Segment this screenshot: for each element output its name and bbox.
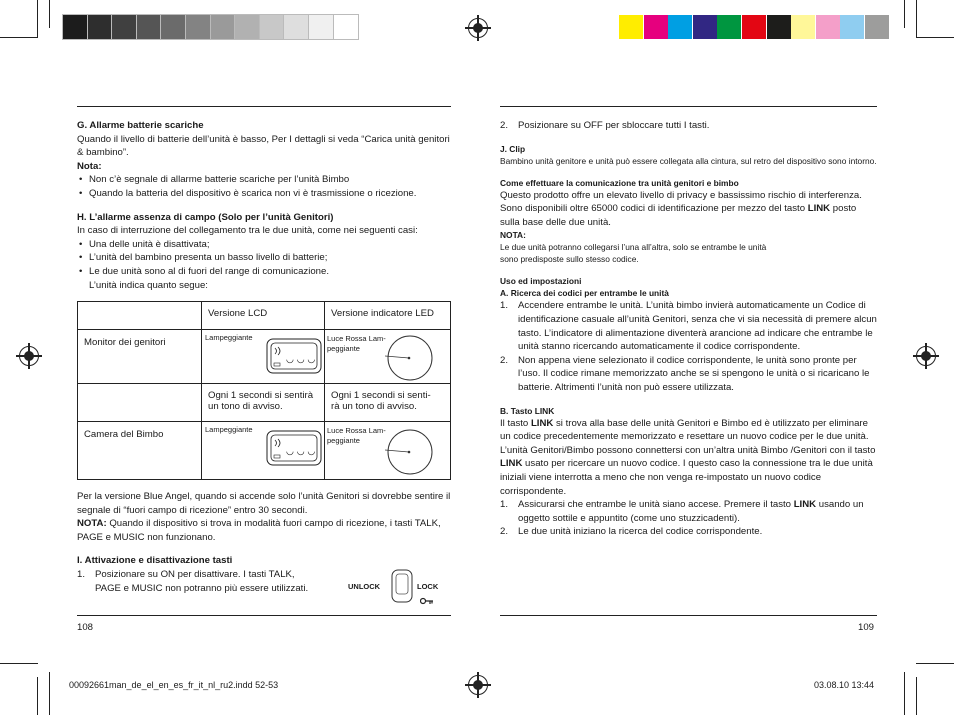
- crop-mark: [49, 672, 50, 715]
- led-indicator-icon: [385, 334, 435, 382]
- color-swatch: [865, 15, 889, 39]
- item-number: 1.: [500, 300, 509, 312]
- led-label-2: peggiante: [327, 436, 360, 445]
- table-row-label: Monitor dei genitori: [78, 330, 202, 384]
- gray-swatch: [137, 15, 161, 39]
- unlock-label: UNLOCK: [348, 582, 381, 591]
- alarm-table: [77, 301, 451, 480]
- lcd-display-icon: [266, 338, 322, 374]
- section-b-title: B. Tasto LINK: [500, 405, 555, 416]
- left-page-upper: [77, 119, 451, 292]
- page-number-left: 108: [77, 622, 94, 633]
- crop-mark: [904, 672, 905, 715]
- section-j-title: J. Clip: [500, 143, 526, 154]
- top-rule-right: [500, 106, 877, 107]
- crop-mark: [916, 677, 917, 715]
- registration-mark-icon: [468, 18, 488, 38]
- link-keyword: LINK: [807, 203, 831, 215]
- item-number: 1.: [77, 568, 86, 580]
- list-item: • Una delle unità è disattivata;: [77, 238, 451, 252]
- footer-date: 03.08.10 13:44: [814, 680, 875, 690]
- color-swatch: [668, 15, 692, 39]
- color-swatch: [693, 15, 717, 39]
- gray-swatch: [186, 15, 210, 39]
- item-number: 2.: [500, 120, 509, 131]
- item-number: 2.: [500, 526, 509, 538]
- section-i-title: I. Attivazione e disattivazione tasti: [77, 555, 233, 567]
- blue-angel-text: Per la versione Blue Angel, quando si accende solo l’unità Genitori si dovrebbe sentire il segnale di “fuori campo di ricezione” entro 30 secondi.: [77, 491, 451, 516]
- crop-mark: [904, 0, 905, 28]
- footer-filename: 00092661man_de_el_en_es_fr_it_nl_ru2.indd 52-53: [69, 680, 279, 690]
- color-swatch: [840, 15, 864, 39]
- registration-mark-icon: [916, 346, 936, 366]
- crop-mark: [37, 677, 38, 715]
- b-text: si trova alla base delle unità Genitori e Bimbo ed è utilizzato per eliminare un codice precedentemente memorizzato e resettare un nuovo codice per le due unità. L’unità Genitori/Bimbo possono connettersi con un’altra unità Bimbo /Genitori con il tasto: [500, 417, 876, 456]
- gray-swatch: [309, 15, 333, 39]
- comm-text: posto sulla base delle due unità.: [500, 203, 857, 228]
- section-g-title: G. Allarme batterie scariche: [77, 120, 204, 131]
- table-cell: rà un tono di avviso.: [331, 401, 417, 412]
- crop-mark: [49, 0, 50, 28]
- color-swatch: [816, 15, 840, 39]
- color-swatch: [791, 15, 815, 39]
- slide-switch-icon: [391, 569, 413, 603]
- led-label-1: Luce Rossa Lam-: [327, 334, 386, 343]
- color-swatch: [619, 15, 643, 39]
- gray-swatch: [88, 15, 112, 39]
- key-icon: [420, 597, 434, 605]
- crop-mark: [916, 37, 954, 38]
- table-header-led: Versione indicatore LED: [325, 302, 451, 330]
- b-text: usato per ricercare un nuovo codice. I questo caso la connessione tra le due unità iniziali viene interrotta a meno che non venga re-impostato un nuovo codice corrispondente.: [500, 458, 873, 497]
- note-label: NOTA:: [500, 230, 526, 241]
- link-keyword: LINK: [793, 499, 817, 511]
- section-h-after: L’unità indica quanto segue:: [89, 279, 208, 291]
- b-text: Il tasto: [500, 417, 531, 429]
- led-indicator-icon: [385, 428, 435, 476]
- lcd-label: Lampeggiante: [205, 333, 253, 342]
- bottom-rule-left: [77, 615, 451, 616]
- crop-mark: [916, 0, 917, 38]
- note-label: Nota:: [77, 160, 102, 172]
- list-item: • Non c’è segnale di allarme batterie scariche per l’unità Bimbo: [77, 173, 451, 187]
- section-g-text: Quando il livello di batterie dell’unità è basso, Per I dettagli si veda “Carica unità genitori & bambino”.: [77, 133, 450, 159]
- comm-title: Come effettuare la comunicazione tra unità genitori e bimbo: [500, 177, 739, 188]
- item-text: Non appena viene selezionato il codice corrispondente, le unità sono pronte per l’uso. Il codice rimane memorizzato anche se si spengono le unità o si ricaricano le batterie. Altrimenti l’unità non può essere utilizzata.: [518, 354, 870, 393]
- page-number-right: 109: [858, 622, 875, 633]
- note-text: Le due unità potranno collegarsi l’una all’altra, solo se entrambe le unità sono predisposte sullo stesso codice.: [500, 242, 767, 265]
- crop-mark: [0, 663, 38, 664]
- bottom-rule-right: [500, 615, 877, 616]
- gray-swatch: [284, 15, 308, 39]
- item-number: 2.: [500, 354, 509, 366]
- list-item: • Quando la batteria del dispositivo è scarica non vi è trasmissione o ricezione.: [77, 187, 451, 201]
- lcd-display-icon: [266, 430, 322, 466]
- section-a-title: A. Ricerca dei codici per entrambe le unità: [500, 288, 669, 299]
- svg-text:◡ ◡ ◡: ◡ ◡ ◡: [286, 447, 316, 457]
- gray-swatch: [334, 15, 358, 39]
- svg-text:◡ ◡ ◡: ◡ ◡ ◡: [286, 355, 316, 365]
- table-header-lcd: Versione LCD: [202, 302, 325, 330]
- color-swatch: [717, 15, 741, 39]
- item-text: Le due unità iniziano la ricerca del codice corrispondente.: [518, 526, 763, 538]
- section-h-title: H. L’allarme assenza di campo (Solo per l’unità Genitori): [77, 211, 334, 223]
- link-keyword: LINK: [500, 458, 523, 470]
- lock-switch-illustration: [346, 568, 446, 608]
- gray-swatch: [211, 15, 235, 39]
- item-number: 1.: [500, 499, 509, 511]
- comm-text: Questo prodotto offre un elevato livello di privacy e bassissimo rischio di interferenza. Sono disponibili oltre 65000 codici di identificazione per mezzo del tasto: [500, 189, 862, 215]
- table-cell: un tono di avviso.: [208, 401, 283, 412]
- gray-swatch: [112, 15, 136, 39]
- gray-swatch: [161, 15, 185, 39]
- gray-swatch: [63, 15, 87, 39]
- crop-mark: [37, 0, 38, 38]
- section-j-text: Bambino unità genitore e unità può essere collegata alla cintura, sul retro del dispositivo sono intorno.: [500, 155, 877, 166]
- item-text: Assicurarsi che entrambe le unità siano accese. Premere il tasto: [518, 499, 794, 511]
- link-keyword: LINK: [530, 417, 554, 429]
- table-cell: Ogni 1 secondi si sentirà: [208, 390, 314, 401]
- color-swatch: [742, 15, 766, 39]
- registration-mark-icon: [19, 346, 39, 366]
- table-cell: Ogni 1 secondi si senti-: [331, 390, 431, 401]
- uso-title: Uso ed impostazioni: [500, 276, 582, 287]
- item-text: Posizionare su ON per disattivare. I tasti TALK,: [95, 568, 295, 580]
- registration-mark-icon: [468, 675, 488, 695]
- gray-swatch: [260, 15, 284, 39]
- note-label: NOTA:: [77, 518, 107, 530]
- note-text: Quando il dispositivo si trova in modalità fuori campo di ricezione, i tasti TALK, PAGE e MUSIC non funzionano.: [77, 518, 441, 543]
- gray-swatch: [235, 15, 259, 39]
- item-text: Accendere entrambe le unità. L’unità bimbo invierà automaticamente un Codice di identificazione casuale all’unità Genitori, senza che vi sia necessità di premere alcun tasto. L’indicatore di alimentazione diventerà arancione ad indicare che entrambe le unità stanno ricercando automaticamente il codice corrispondente.: [518, 300, 877, 353]
- section-h-text: In caso di interruzione del collegamento tra le due unità, come nei seguenti casi:: [77, 225, 418, 237]
- top-rule-left: [77, 106, 451, 107]
- led-label-2: peggiante: [327, 344, 360, 353]
- right-page: [500, 119, 878, 539]
- item-text: usando un oggetto sottile e appuntito (come uno stuzzicadenti).: [518, 499, 864, 524]
- crop-mark: [0, 37, 38, 38]
- led-label-1: Luce Rossa Lam-: [327, 426, 386, 435]
- lock-label: LOCK: [417, 582, 439, 591]
- color-swatch: [767, 15, 791, 39]
- list-item: • L’unità del bambino presenta un basso livello di batterie;: [77, 251, 451, 265]
- crop-mark: [916, 663, 954, 664]
- table-row-label: Camera del Bimbo: [78, 422, 202, 480]
- item-text: PAGE e MUSIC non potranno più essere utilizzati.: [95, 582, 309, 594]
- color-swatch: [644, 15, 668, 39]
- lcd-label: Lampeggiante: [205, 425, 253, 434]
- list-item: • Le due unità sono al di fuori del range di comunicazione.: [77, 265, 451, 279]
- item-text: Posizionare su OFF per sbloccare tutti I tasti.: [518, 120, 710, 131]
